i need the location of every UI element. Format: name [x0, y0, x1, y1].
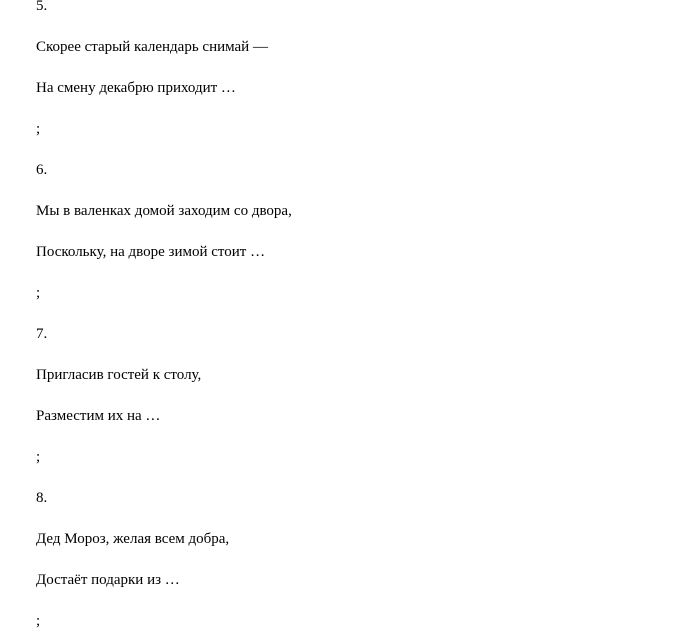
riddle-5-separator: ; — [36, 121, 41, 137]
riddle-8-line-1: Дед Мороз, желая всем добра, — [36, 531, 230, 547]
riddle-6-number: 6. — [36, 162, 48, 178]
riddle-6-line-2: Поскольку, на дворе зимой стоит … — [36, 244, 266, 260]
riddle-6-line-1: Мы в валенках домой заходим со двора, — [36, 203, 292, 219]
riddle-7-number: 7. — [36, 326, 48, 342]
riddle-8-number: 8. — [36, 490, 48, 506]
riddle-8-line-2: Достаёт подарки из … — [36, 572, 180, 588]
riddle-8-separator: ; — [36, 613, 41, 629]
riddle-5-number: 5. — [36, 0, 48, 14]
riddle-5-line-2: На смену декабрю приходит … — [36, 80, 236, 96]
riddle-7-line-1: Пригласив гостей к столу, — [36, 367, 202, 383]
riddle-7-separator: ; — [36, 449, 41, 465]
riddle-6-separator: ; — [36, 285, 41, 301]
document-page — [36, 0, 676, 630]
riddle-7-line-2: Разместим их на … — [36, 408, 161, 424]
riddle-5-line-1: Скорее старый календарь снимай — — [36, 39, 268, 55]
